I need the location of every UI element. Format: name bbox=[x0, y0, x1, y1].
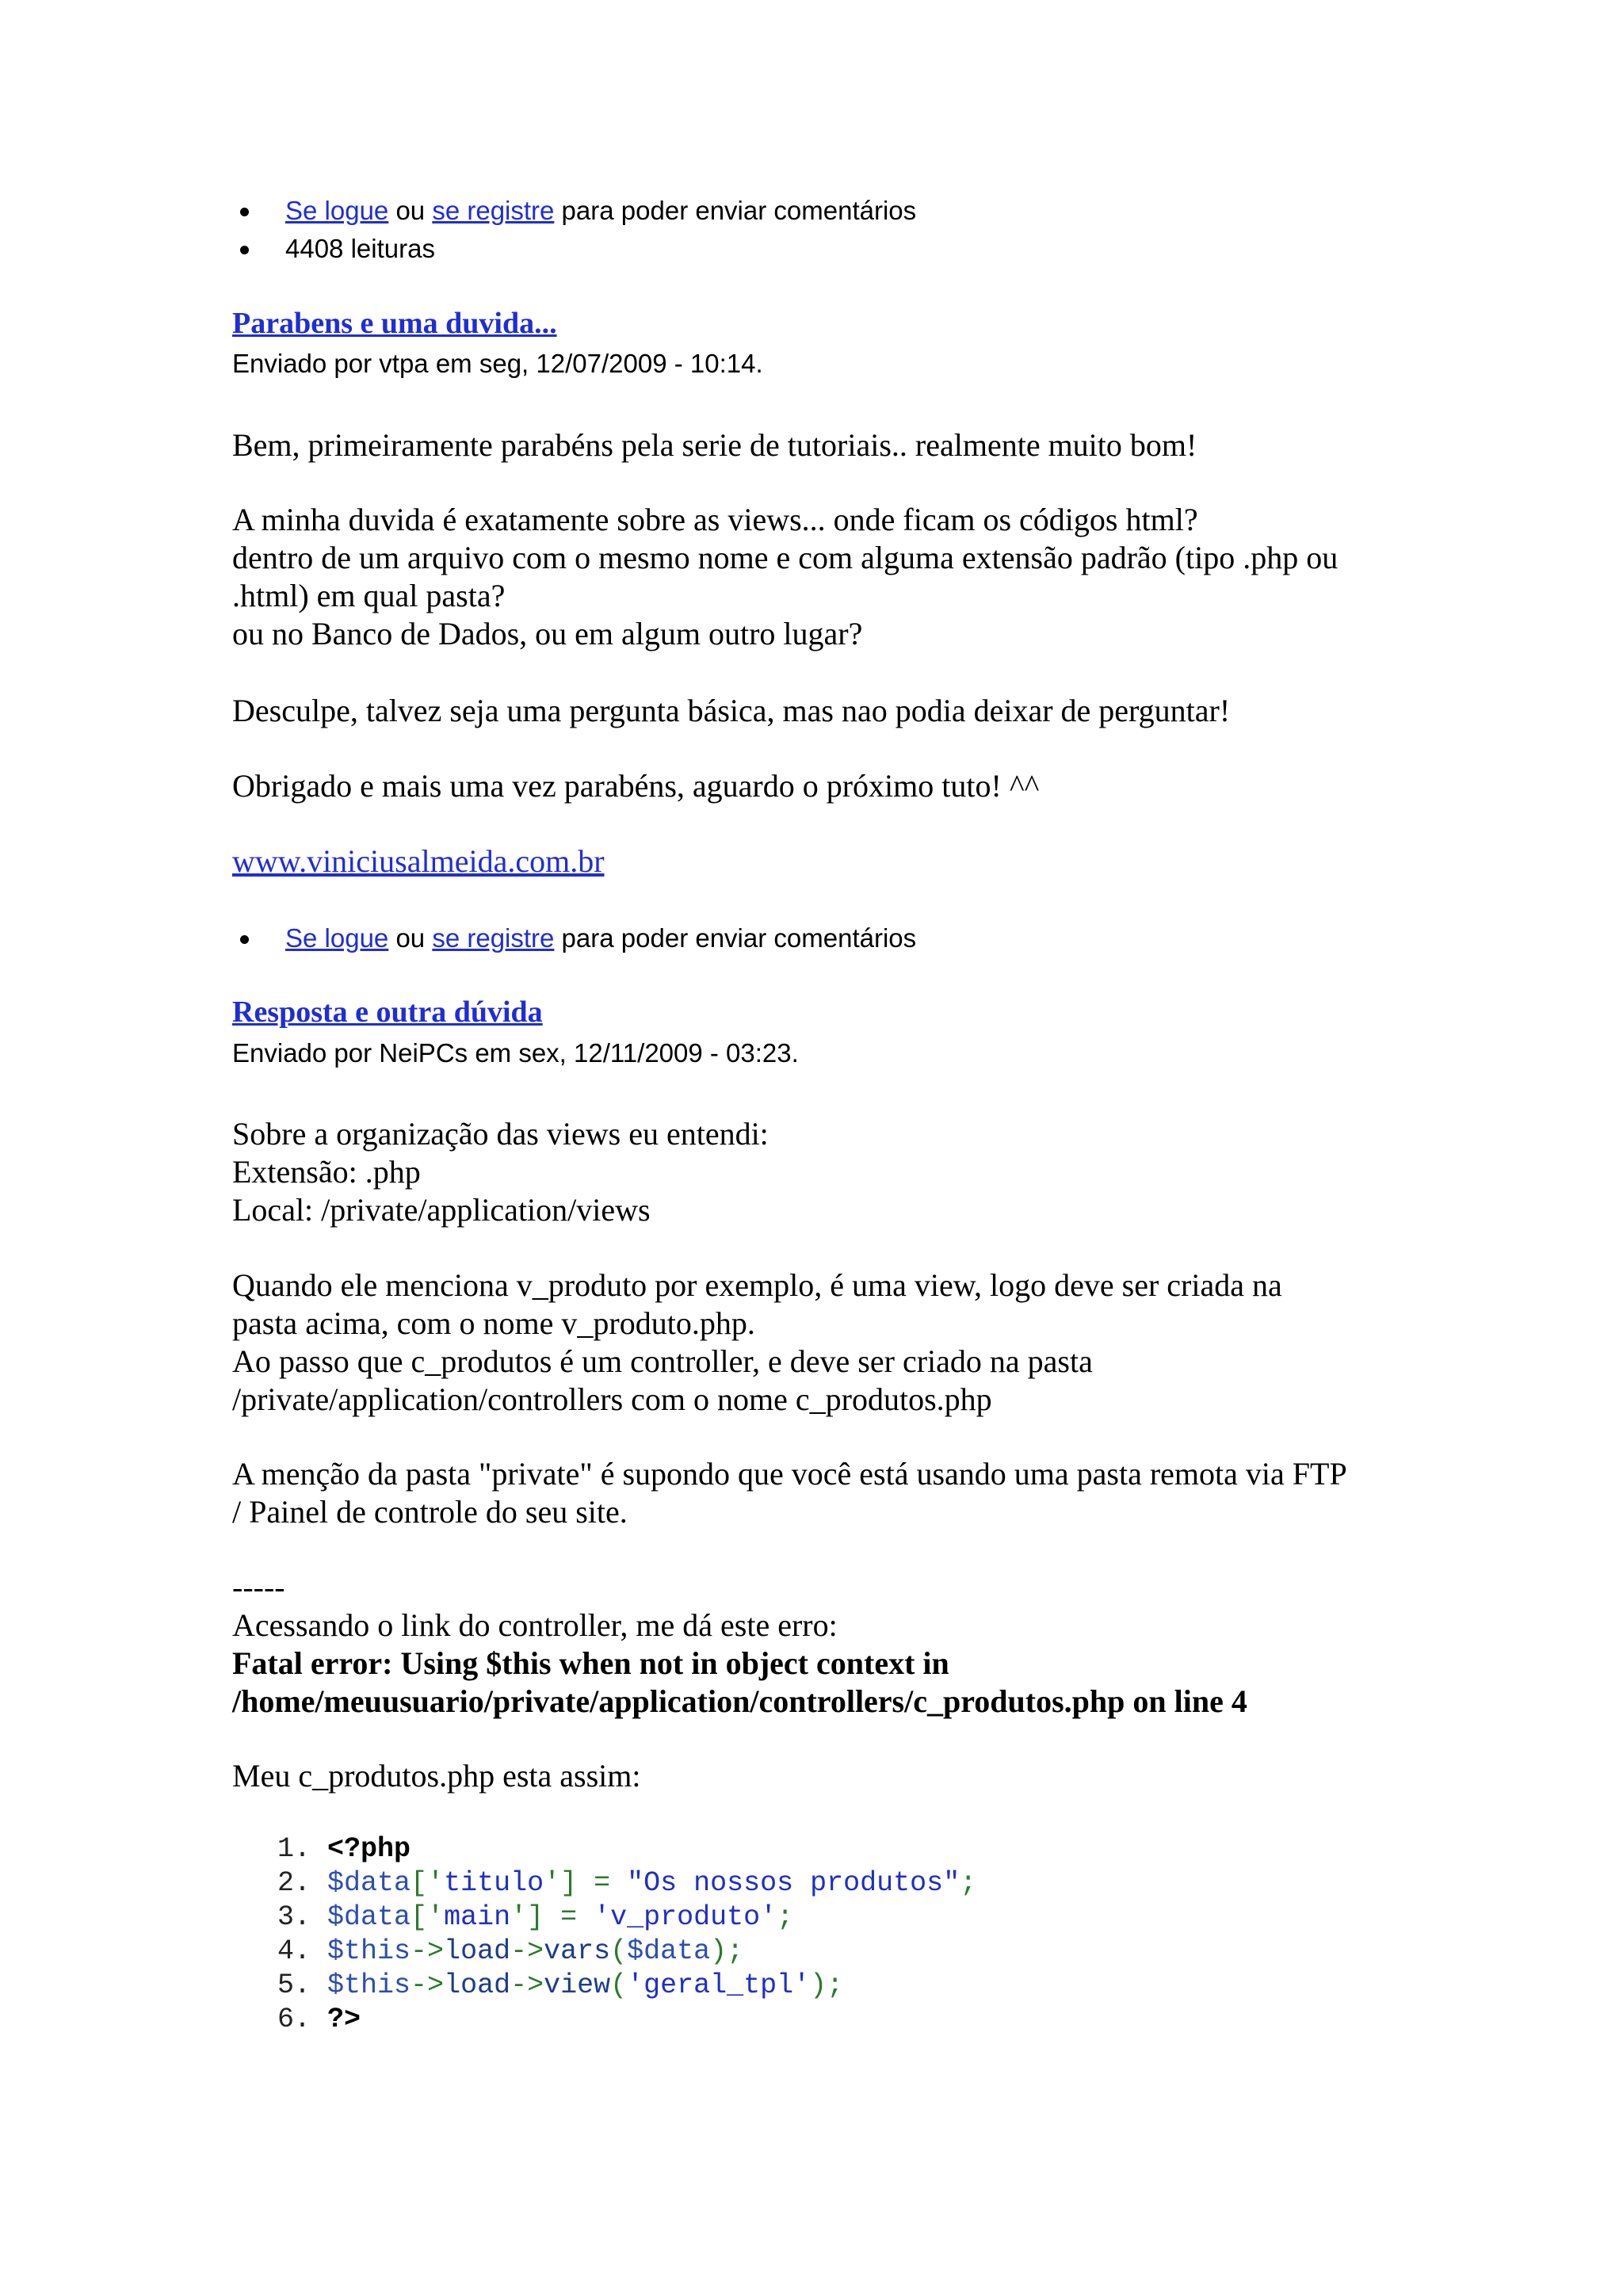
list-item bbox=[285, 919, 916, 957]
text-line: Quando ele menciona v_produto por exemplo, é uma view, logo deve ser criada na bbox=[232, 1267, 1282, 1303]
code-token: $this bbox=[327, 1969, 411, 2001]
text-line: /private/application/controllers com o nome c_produtos.php bbox=[232, 1381, 992, 1417]
read-count: 4408 leituras bbox=[285, 230, 916, 268]
code-token: [' bbox=[411, 1867, 445, 1899]
code-token: titulo bbox=[444, 1867, 544, 1899]
comment-1-paragraph-1: Bem, primeiramente parabéns pela serie de tutoriais.. realmente muito bom! bbox=[232, 427, 1197, 463]
code-token: ( bbox=[610, 1935, 628, 1967]
code-token: 'geral_tpl' bbox=[627, 1969, 811, 2001]
code-token: $data bbox=[327, 1901, 411, 1933]
code-token: ; bbox=[960, 1867, 977, 1899]
line-number: 3. bbox=[277, 1901, 328, 1933]
code-line bbox=[277, 1935, 976, 1969]
line-number: 6. bbox=[277, 2004, 328, 2035]
text-line: Local: /private/application/views bbox=[232, 1192, 651, 1228]
code-token: load bbox=[444, 1935, 511, 1967]
error-message-line: Fatal error: Using $this when not in object context in bbox=[232, 1645, 949, 1681]
line-number: 2. bbox=[277, 1867, 328, 1899]
comment-2-paragraph-3 bbox=[232, 1455, 1405, 1531]
code-line bbox=[277, 1866, 976, 1901]
code-token: ( bbox=[610, 1969, 628, 2001]
comment-meta-2: Enviado por NeiPCs em sex, 12/11/2009 - 03:23. bbox=[232, 1038, 799, 1068]
comment-hint: para poder enviar comentários bbox=[554, 923, 917, 953]
comment-1-site-row bbox=[232, 842, 1405, 881]
code-token: $data bbox=[627, 1935, 711, 1967]
code-token: ; bbox=[777, 1901, 794, 1933]
code-token: "Os nossos produtos" bbox=[627, 1867, 960, 1899]
code-token: view bbox=[544, 1969, 611, 2001]
code-token: main bbox=[444, 1901, 511, 1933]
text-line: Sobre a organização das views eu entendi: bbox=[232, 1116, 769, 1152]
code-token: -> bbox=[510, 1969, 544, 2001]
comment-1-link-list bbox=[285, 919, 916, 957]
code-line bbox=[277, 1901, 976, 1935]
text-line: ou no Banco de Dados, ou em algum outro lugar? bbox=[232, 616, 863, 651]
code-token: ); bbox=[710, 1935, 744, 1967]
comment-1-paragraph-2 bbox=[232, 501, 1405, 653]
or-text: ou bbox=[388, 923, 433, 953]
text-line: Ao passo que c_produtos é um controller, e deve ser criado na pasta bbox=[232, 1343, 1093, 1379]
text-line: .html) em qual pasta? bbox=[232, 578, 506, 613]
text-line: pasta acima, com o nome v_produto.php. bbox=[232, 1305, 755, 1341]
or-text: ou bbox=[388, 196, 433, 225]
code-token: vars bbox=[544, 1935, 611, 1967]
code-token: $data bbox=[327, 1867, 411, 1899]
text-line: Extensão: .php bbox=[232, 1154, 421, 1190]
comment-title-1[interactable]: Parabens e uma duvida... bbox=[232, 307, 557, 340]
comment-1-paragraph-3: Desculpe, talvez seja uma pergunta básica, mas nao podia deixar de perguntar! bbox=[232, 693, 1231, 728]
comment-2-paragraph-2 bbox=[232, 1266, 1405, 1419]
login-link[interactable]: Se logue bbox=[285, 923, 389, 953]
website-link[interactable]: www.viniciusalmeida.com.br bbox=[232, 843, 605, 879]
code-block bbox=[277, 1832, 976, 2037]
separator-text: ----- bbox=[232, 1569, 285, 1605]
comment-2-paragraph-1 bbox=[232, 1115, 1405, 1229]
code-token: [' bbox=[411, 1901, 445, 1933]
code-token: 'v_produto' bbox=[594, 1901, 777, 1933]
comment-meta-1: Enviado por vtpa em seg, 12/07/2009 - 10:14. bbox=[232, 349, 763, 378]
comment-title-2[interactable]: Resposta e outra dúvida bbox=[232, 995, 543, 1029]
text-line: Acessando o link do controller, me dá este erro: bbox=[232, 1607, 838, 1643]
code-line bbox=[277, 1969, 976, 2003]
code-token: ?> bbox=[327, 2004, 361, 2035]
code-token: load bbox=[444, 1969, 511, 2001]
list-item bbox=[285, 192, 916, 230]
text-line: A minha duvida é exatamente sobre as views... onde ficam os códigos html? bbox=[232, 502, 1198, 537]
code-token: -> bbox=[411, 1969, 445, 2001]
login-link[interactable]: Se logue bbox=[285, 196, 389, 225]
code-token: ); bbox=[810, 1969, 844, 2001]
code-token: '] = bbox=[510, 1901, 594, 1933]
line-number: 1. bbox=[277, 1833, 328, 1865]
top-link-list bbox=[285, 192, 916, 268]
code-token: -> bbox=[510, 1935, 544, 1967]
comment-2-paragraph-4 bbox=[232, 1568, 1405, 1721]
text-line: dentro de um arquivo com o mesmo nome e com alguma extensão padrão (tipo .php ou bbox=[232, 540, 1338, 575]
register-link[interactable]: se registre bbox=[432, 923, 555, 953]
comment-2-paragraph-5: Meu c_produtos.php esta assim: bbox=[232, 1758, 641, 1794]
code-line bbox=[277, 1832, 976, 1866]
comment-1-paragraph-4: Obrigado e mais uma vez parabéns, aguardo o próximo tuto! ^^ bbox=[232, 768, 1040, 804]
register-link[interactable]: se registre bbox=[432, 196, 555, 225]
text-line: A menção da pasta "private" é supondo que você está usando uma pasta remota via FTP bbox=[232, 1456, 1347, 1492]
text-line: / Painel de controle do seu site. bbox=[232, 1494, 628, 1530]
error-message-line: /home/meuusuario/private/application/controllers/c_produtos.php on line 4 bbox=[232, 1683, 1247, 1719]
code-token: $this bbox=[327, 1935, 411, 1967]
code-token: -> bbox=[411, 1935, 445, 1967]
comment-hint: para poder enviar comentários bbox=[554, 196, 917, 225]
line-number: 5. bbox=[277, 1969, 328, 2001]
code-token: '] = bbox=[544, 1867, 628, 1899]
code-line bbox=[277, 2003, 976, 2037]
line-number: 4. bbox=[277, 1935, 328, 1967]
code-token: <?php bbox=[327, 1833, 411, 1865]
